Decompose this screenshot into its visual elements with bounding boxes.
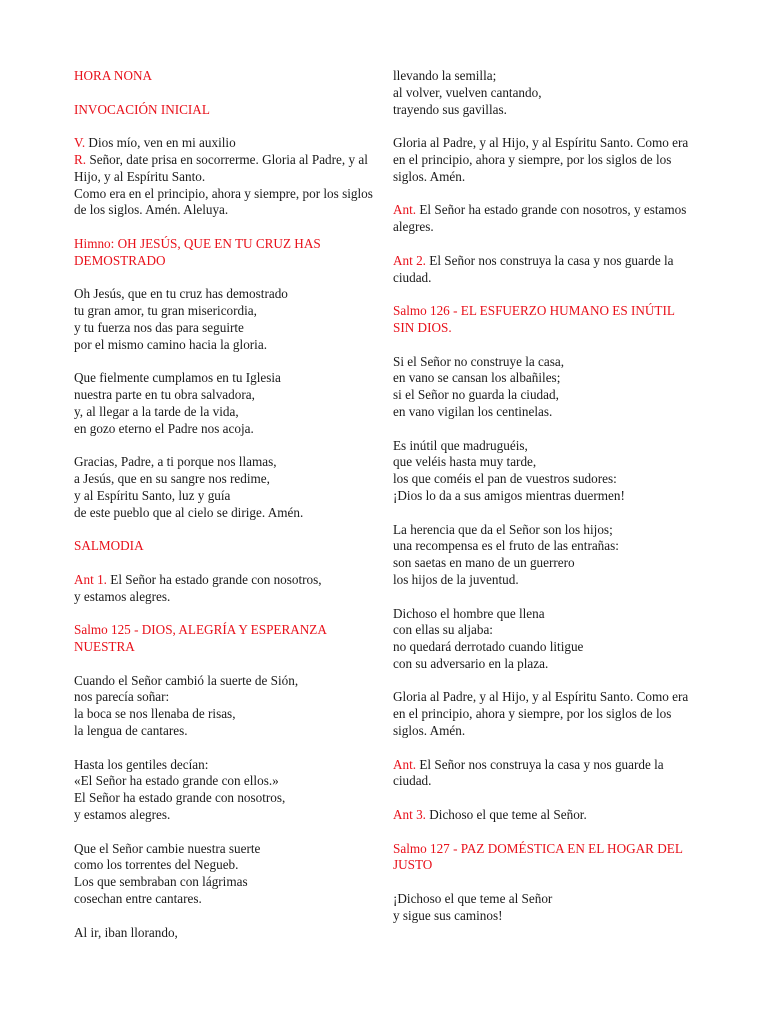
antiphon-repeat-1 [393,202,693,236]
verse-line: y sigue sus caminos! [393,907,503,923]
verse-line: de este pueblo que al cielo se dirige. Amén. [74,504,304,520]
verse-line: Dichoso el hombre que llena [393,605,545,621]
left-column [74,68,374,958]
verse-line: y estamos alegres. [74,588,171,604]
v-marker: V. [74,135,86,151]
verse-line: si el Señor no guarda la ciudad, [393,387,559,403]
gloria-patri-2: Gloria al Padre, y al Hijo, y al Espíritu Santo. Como era en el principio, ahora y siempre, por los siglos de los siglos. Amén. [393,689,689,739]
response [74,152,374,186]
verse-line: Al ir, iban llorando, [74,924,178,940]
ant-b-text: El Señor nos construya la casa y nos guarde la ciudad. [393,756,664,789]
salmo-126-stanza-3 [393,522,693,589]
right-column [393,68,693,941]
verse-line: y, al llegar a la tarde de la vida, [74,403,239,419]
verse-line: que veléis hasta muy tarde, [393,454,537,470]
verse-line: en gozo eterno el Padre nos acoja. [74,420,254,436]
verse-line: ¡Dios lo da a sus amigos mientras duermen! [393,487,625,503]
salmo-125-stanza-4 [74,925,374,942]
verse-line: no quedará derrotado cuando litigue [393,639,584,655]
verse-line: la boca se nos llenaba de risas, [74,706,236,722]
salmo-125-continuation [393,68,693,118]
v-text: Dios mío, ven en mi auxilio [85,135,236,151]
verse-line: Hasta los gentiles decían: [74,756,209,772]
himno-stanza-2 [74,370,374,437]
himno-stanza-1 [74,286,374,353]
verse-line: a Jesús, que en su sangre nos redime, [74,471,270,487]
himno-heading: Himno: OH JESÚS, QUE EN TU CRUZ HAS DEMOSTRADO [74,235,321,268]
salmo-126-stanza-2 [393,438,693,505]
r-marker: R. [74,151,87,167]
verse-line: Que fielmente cumplamos en tu Iglesia [74,370,281,386]
verse-line: El Señor ha estado grande con nosotros, [74,790,286,806]
salmo-125-stanza-1 [74,673,374,740]
verse-line: nos parecía soñar: [74,689,170,705]
salmo-125-stanza-3 [74,841,374,908]
verse-line: «El Señor ha estado grande con ellos.» [74,773,279,789]
verse-line: Si el Señor no construye la casa, [393,353,565,369]
gloria-patri-1: Gloria al Padre, y al Hijo, y al Espíritu Santo. Como era en el principio, ahora y siempre, por los siglos de los siglos. Amén. [393,135,689,184]
verse-line: una recompensa es el fruto de las entrañas: [393,538,619,554]
verse-line: los hijos de la juventud. [393,571,519,587]
verse-line: tu gran amor, tu gran misericordia, [74,303,257,319]
verse-line: llevando la semilla; [393,68,497,83]
verse-line: nuestra parte en tu obra salvadora, [74,387,255,403]
verse-line: y tu fuerza nos das para seguirte [74,319,244,335]
verse-line: La herencia que da el Señor son los hijos; [393,521,613,537]
ant-b-marker: Ant. [393,756,417,772]
verse-line: Oh Jesús, que en tu cruz has demostrado [74,286,288,302]
salmodia-heading: SALMODIA [74,538,144,554]
verse-line: con ellas su aljaba: [393,622,493,638]
salmo-127-heading: Salmo 127 - PAZ DOMÉSTICA EN EL HOGAR DEL JUSTO [393,840,683,873]
salmo-126-heading: Salmo 126 - EL ESFUERZO HUMANO ES INÚTIL SIN DIOS. [393,303,675,335]
antiphon-3 [393,807,693,824]
verse-line: ¡Dichoso el que teme al Señor [393,891,553,907]
verse-line: en vano vigilan los centinelas. [393,403,553,419]
ant1-marker: Ant 1. [74,571,107,587]
ant3-text: Dichoso el que teme al Señor. [425,807,587,823]
verse-line: y al Espíritu Santo, luz y guía [74,487,231,503]
verse-line: Cuando el Señor cambió la suerte de Sión, [74,672,299,688]
invocacion-heading: INVOCACIÓN INICIAL [74,101,210,117]
verse-line: Gracias, Padre, a ti porque nos llamas, [74,454,277,470]
verse-line: Que el Señor cambie nuestra suerte [74,840,261,856]
verse-line: como los torrentes del Negueb. [74,857,239,873]
office-title: HORA NONA [74,68,153,83]
salmo-126-stanza-1 [393,354,693,421]
salmo-127-stanza-1 [393,891,693,925]
himno-stanza-3 [74,454,374,521]
verse-line: en vano se cansan los albañiles; [393,370,561,386]
ant3-marker: Ant 3. [393,807,426,823]
salmo-125-stanza-2 [74,757,374,824]
verse-line: Los que sembraban con lágrimas [74,874,248,890]
antiphon-repeat-2 [393,757,693,791]
como-era-line: Como era en el principio, ahora y siempre, por los siglos de los siglos. Amén. Aleluya. [74,185,373,218]
ant1-text: El Señor ha estado grande con nosotros, [106,571,322,587]
verse-line: por el mismo camino hacia la gloria. [74,336,267,352]
verse-line: con su adversario en la plaza. [393,655,549,671]
verse-line: son saetas en mano de un guerrero [393,555,575,571]
verse-line: al volver, vuelven cantando, [393,84,542,100]
verse-line: la lengua de cantares. [74,723,188,739]
verse-line: y estamos alegres. [74,807,171,823]
ant2-text: El Señor nos construya la casa y nos guarde la ciudad. [393,252,674,285]
ant2-marker: Ant 2. [393,252,426,268]
verse-line: Es inútil que madruguéis, [393,437,528,453]
antiphon-1 [74,572,374,606]
salmo-126-stanza-4 [393,606,693,673]
verse-line: los que coméis el pan de vuestros sudores: [393,471,617,487]
verse-line: cosechan entre cantares. [74,891,202,907]
salmo-125-heading: Salmo 125 - DIOS, ALEGRÍA Y ESPERANZA NUESTRA [74,622,327,655]
versicle [74,135,374,152]
invocacion-text [74,135,374,219]
ant-text: El Señor ha estado grande con nosotros, y estamos alegres. [393,202,687,235]
ant-marker: Ant. [393,202,417,218]
antiphon-1-line [74,572,374,589]
verse-line: trayendo sus gavillas. [393,101,507,117]
antiphon-2 [393,253,693,287]
r-text: Señor, date prisa en socorrerme. Gloria al Padre, y al Hijo, y al Espíritu Santo. [74,151,368,184]
